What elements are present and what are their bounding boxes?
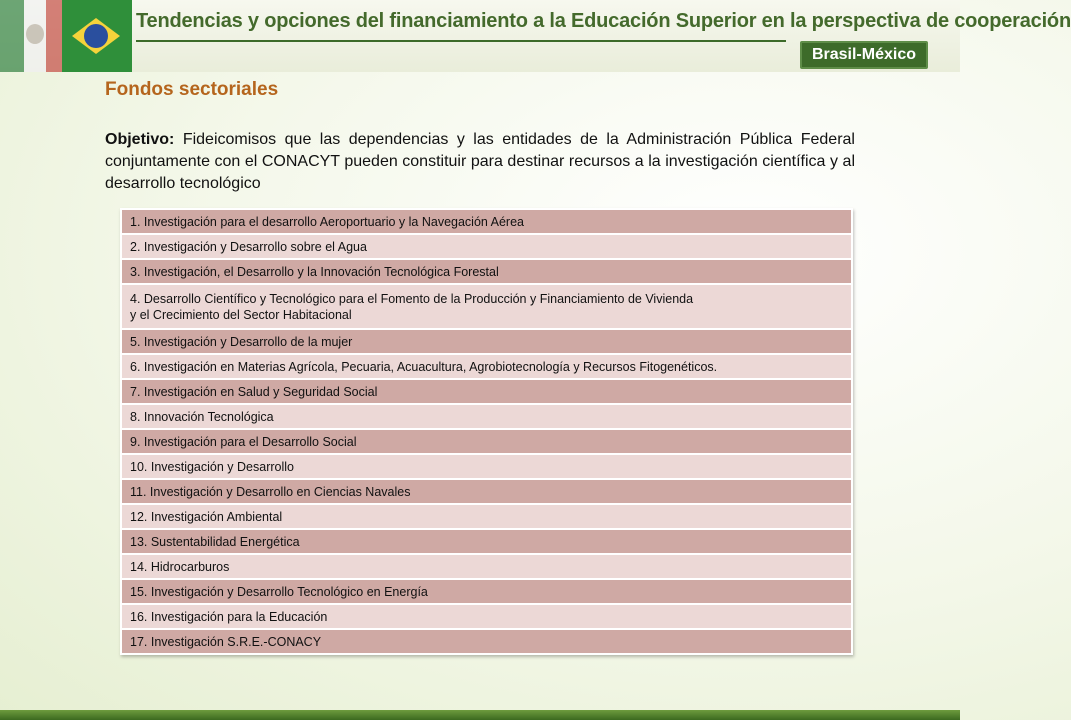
table-cell bbox=[121, 529, 852, 554]
fund-label: 11. Investigación y Desarrollo en Ciencias Navales bbox=[130, 484, 411, 499]
table-cell bbox=[121, 629, 852, 654]
fund-label: 9. Investigación para el Desarrollo Social bbox=[130, 434, 357, 449]
objective-text: Fideicomisos que las dependencias y las entidades de la Administración Pública Federal conjuntamente con el CONACYT pueden constituir para destinar recursos a la investigación científica y al desarrollo tecnológico bbox=[105, 131, 855, 192]
table-row bbox=[121, 604, 852, 629]
table-cell bbox=[121, 504, 852, 529]
table-cell bbox=[121, 554, 852, 579]
table-row bbox=[121, 404, 852, 429]
table-cell bbox=[121, 454, 852, 479]
objective-label: Objetivo: bbox=[105, 131, 175, 148]
objective-paragraph bbox=[105, 129, 855, 195]
fund-label: 14. Hidrocarburos bbox=[130, 559, 230, 574]
brazil-flag-icon bbox=[62, 0, 132, 72]
table-cell bbox=[121, 329, 852, 354]
footer-bar bbox=[0, 710, 960, 720]
header-title: Tendencias y opciones del financiamiento a la Educación Superior en la perspectiva de cooperación bbox=[136, 10, 1071, 32]
table-row bbox=[121, 354, 852, 379]
fund-label: 1. Investigación para el desarrollo Aeroportuario y la Navegación Aérea bbox=[130, 214, 524, 229]
table-row bbox=[121, 529, 852, 554]
table-row bbox=[121, 429, 852, 454]
eagle-emblem-icon bbox=[26, 24, 44, 44]
brasil-mexico-badge: Brasil-México bbox=[800, 41, 928, 69]
table-row bbox=[121, 629, 852, 654]
fund-label: 16. Investigación para la Educación bbox=[130, 609, 328, 624]
table-cell bbox=[121, 234, 852, 259]
table-row bbox=[121, 284, 852, 329]
table-cell bbox=[121, 354, 852, 379]
table-cell bbox=[121, 604, 852, 629]
slide-header bbox=[0, 0, 1071, 72]
section-title: Fondos sectoriales bbox=[105, 79, 279, 100]
fund-label: 13. Sustentabilidad Energética bbox=[130, 534, 300, 549]
header-divider bbox=[136, 40, 786, 42]
table-row bbox=[121, 554, 852, 579]
fund-label: 10. Investigación y Desarrollo bbox=[130, 459, 294, 474]
fund-label: 17. Investigación S.R.E.-CONACY bbox=[130, 634, 322, 649]
table-cell bbox=[121, 429, 852, 454]
table-row bbox=[121, 379, 852, 404]
fund-label: 6. Investigación en Materias Agrícola, Pecuaria, Acuacultura, Agrobiotecnología y Recursos Fitogenéticos. bbox=[130, 359, 718, 374]
fund-label: 7. Investigación en Salud y Seguridad Social bbox=[130, 384, 378, 399]
table-cell bbox=[121, 479, 852, 504]
table-row bbox=[121, 209, 852, 234]
fund-label: 2. Investigación y Desarrollo sobre el Agua bbox=[130, 239, 367, 254]
table-cell bbox=[121, 404, 852, 429]
fund-label: 15. Investigación y Desarrollo Tecnológico en Energía bbox=[130, 584, 428, 599]
sector-funds-table bbox=[120, 208, 853, 655]
fund-label: 3. Investigación, el Desarrollo y la Innovación Tecnológica Forestal bbox=[130, 264, 499, 279]
fund-label: 12. Investigación Ambiental bbox=[130, 509, 283, 524]
fund-label: 5. Investigación y Desarrollo de la mujer bbox=[130, 334, 353, 349]
table-row bbox=[121, 504, 852, 529]
table-row bbox=[121, 579, 852, 604]
table-row bbox=[121, 259, 852, 284]
table-row bbox=[121, 454, 852, 479]
mexico-flag-icon bbox=[0, 0, 70, 72]
table-cell bbox=[121, 209, 852, 234]
table-cell bbox=[121, 259, 852, 284]
table-cell bbox=[121, 579, 852, 604]
table-cell bbox=[121, 379, 852, 404]
table-cell bbox=[121, 284, 852, 329]
fund-label: 8. Innovación Tecnológica bbox=[130, 409, 274, 424]
brazil-globe bbox=[84, 24, 108, 48]
fund-label: 4. Desarrollo Científico y Tecnológico para el Fomento de la Producción y Financiamiento de Vivienda y el Crecimiento del Sector Habitacional bbox=[130, 291, 694, 322]
table-row bbox=[121, 234, 852, 259]
table-row bbox=[121, 329, 852, 354]
table-row bbox=[121, 479, 852, 504]
flags-logo bbox=[0, 0, 130, 72]
